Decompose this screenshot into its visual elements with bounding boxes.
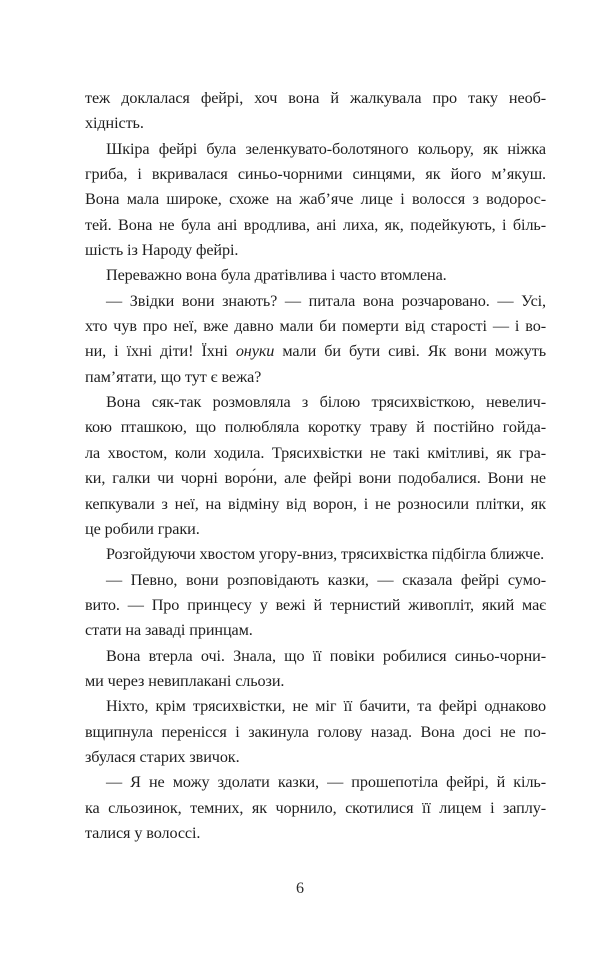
text-line: — Певно, вони розповідають казки, — сказала фейрі сумо- xyxy=(106,570,546,589)
text-line: вито. — Про принцесу у вежі й тернистий живопліт, який має xyxy=(85,595,546,614)
text-line: ла хвостом, коли ходила. Трясихвістки не такі кмітливі, як гра- xyxy=(85,443,546,462)
text-line: ми через невиплакані сльози. xyxy=(85,671,285,690)
text-line: ка сльозинок, темних, як чорнило, скотилися її лицем і заплу- xyxy=(85,798,546,817)
text-line: гриба, і вкривалася синьо-чорними синцями, як його м’якуш. xyxy=(85,165,546,184)
text-line: талися у волоссі. xyxy=(85,823,201,842)
paragraph xyxy=(85,542,546,567)
text-line: кепкували з неї, на відміну від ворон, і не розносили плітки, як xyxy=(85,494,546,513)
paragraph xyxy=(85,568,546,644)
paragraph xyxy=(85,694,546,770)
text-line: — Звідки вони знають? — питала вона розчаровано. — Усі, xyxy=(106,291,546,310)
text-line: пам’ятати, що тут є вежа? xyxy=(85,367,262,386)
text-line: Вона сяк-так розмовляла з білою трясихвісткою, невелич- xyxy=(106,393,546,412)
paragraph xyxy=(85,86,546,137)
text-line: теж доклалася фейрі, хоч вона й жалкувала про таку необ- xyxy=(85,89,546,107)
text-line: Вона мала широке, схоже на жаб’яче лице і волосся з водорос- xyxy=(85,190,546,209)
paragraph xyxy=(85,770,546,846)
text-line: кою пташкою, що полюбляла коротку траву й постійно гойда- xyxy=(85,418,546,437)
text-line: — Я не можу здолати казки, — прошепотіла фейрі, й кіль- xyxy=(106,773,546,792)
text-line: тей. Вона не була ані вродлива, ані лиха, як, подейкують, і біль- xyxy=(85,215,546,234)
page-footer xyxy=(0,880,600,898)
text-line: Шкіра фейрі була зеленкувато-болотяного кольору, як ніжка xyxy=(106,139,546,158)
text-line: збулася старих звичок. xyxy=(85,747,240,766)
paragraph xyxy=(85,644,546,695)
paragraph xyxy=(85,137,546,264)
page-number: 6 xyxy=(296,880,304,897)
page-text xyxy=(85,86,546,846)
paragraph xyxy=(85,390,546,542)
text-line: стати на заваді принцам. xyxy=(85,621,253,640)
text-line: Розгойдуючи хвостом угору-вниз, трясихвістка підбігла ближче. xyxy=(106,545,545,564)
text-line: це робили граки. xyxy=(85,519,200,538)
text-line: Вона втерла очі. Знала, що її повіки робилися синьо-чорни- xyxy=(106,646,546,665)
text-line: хідність. xyxy=(85,114,144,133)
text-line: хто чув про неї, вже давно мали би померти від старості — і во- xyxy=(85,317,546,336)
text-line: Ніхто, крім трясихвістки, не міг її бачити, та фейрі однаково xyxy=(106,697,546,716)
text-line: ни, і їхні діти! Їхні онуки мали би бути сиві. Як вони можуть xyxy=(85,342,546,361)
text-line: вщипнула перенісся і закинула голову назад. Вона досі не по- xyxy=(85,722,546,741)
paragraph xyxy=(85,289,546,390)
text-line: Переважно вона була дратівлива і часто втомлена. xyxy=(106,266,447,285)
text-line: шість із Народу фейрі. xyxy=(85,241,239,260)
text-line: ки, галки чи чорні воро́ни, але фейрі вони подобалися. Вони не xyxy=(85,469,546,488)
paragraph xyxy=(85,263,546,288)
